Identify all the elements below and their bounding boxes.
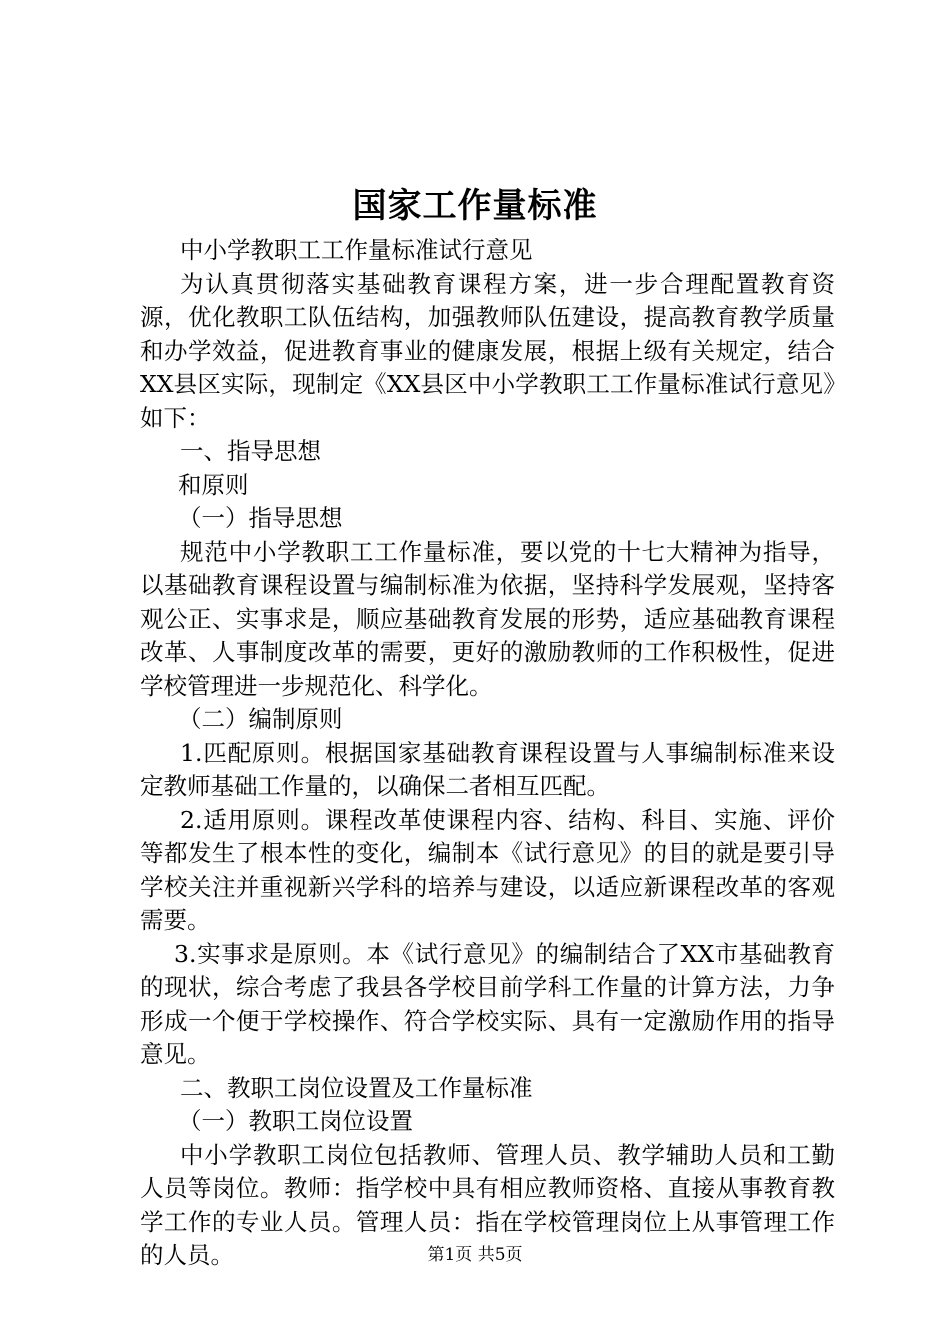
paragraph: 2.适用原则。课程改革使课程内容、结构、科目、实施、评价等都发生了根本性的变化，编制本《试行意见》的目的就是要引导学校关注并重视新兴学科的培养与建设，以适应新课程改革的客观需要。 — [140, 805, 835, 934]
paragraph: 3.实事求是原则。本《试行意见》的编制结合了XX市基础教育的现状，综合考虑了我县各学校目前学科工作量的计算方法，力争形成一个便于学校操作、符合学校实际、具有一定激励作用的指导意见。 — [140, 939, 835, 1068]
section-heading-continued: 和原则 — [178, 470, 249, 499]
subsection-heading: （一）指导思想 — [178, 504, 343, 532]
paragraph: 中小学教职工工作量标准试行意见 — [180, 236, 533, 264]
subsection-heading: （二）编制原则 — [178, 705, 343, 733]
section-heading: 二、教职工岗位设置及工作量标准 — [180, 1073, 533, 1102]
paragraph: 中小学教职工岗位包括教师、管理人员、教学辅助人员和工勤人员等岗位。教师：指学校中具有相应教师资格、直接从事教育教学工作的专业人员。管理人员：指在学校管理岗位上从事管理工作的人员。 — [140, 1140, 835, 1269]
page-footer: 第1页 共5页 — [427, 1245, 523, 1265]
section-heading: 一、指导思想 — [180, 437, 321, 465]
paragraph: 规范中小学教职工工作量标准，要以党的十七大精神为指导，以基础教育课程设置与编制标准为依据，坚持科学发展观，坚持客观公正、实事求是，顺应基础教育发展的形势，适应基础教育课程改革、人事制度改革的需要，更好的激励教师的工作积极性，促进学校管理进一步规范化、科学化。 — [140, 537, 835, 700]
paragraph: 为认真贯彻落实基础教育课程方案，进一步合理配置教育资源，优化教职工队伍结构，加强教师队伍建设，提高教育教学质量和办学效益，促进教育事业的健康发展，根据上级有关规定，结合XX县区实际，现制定《XX县区中小学教职工工作量标准试行意见》如下： — [140, 269, 835, 432]
document-body — [140, 234, 835, 1273]
subsection-heading: （一）教职工岗位设置 — [178, 1107, 413, 1135]
paragraph: 1.匹配原则。根据国家基础教育课程设置与人事编制标准来设定教师基础工作量的，以确保二者相互匹配。 — [140, 738, 835, 800]
page-title: 国家工作量标准 — [352, 186, 598, 226]
